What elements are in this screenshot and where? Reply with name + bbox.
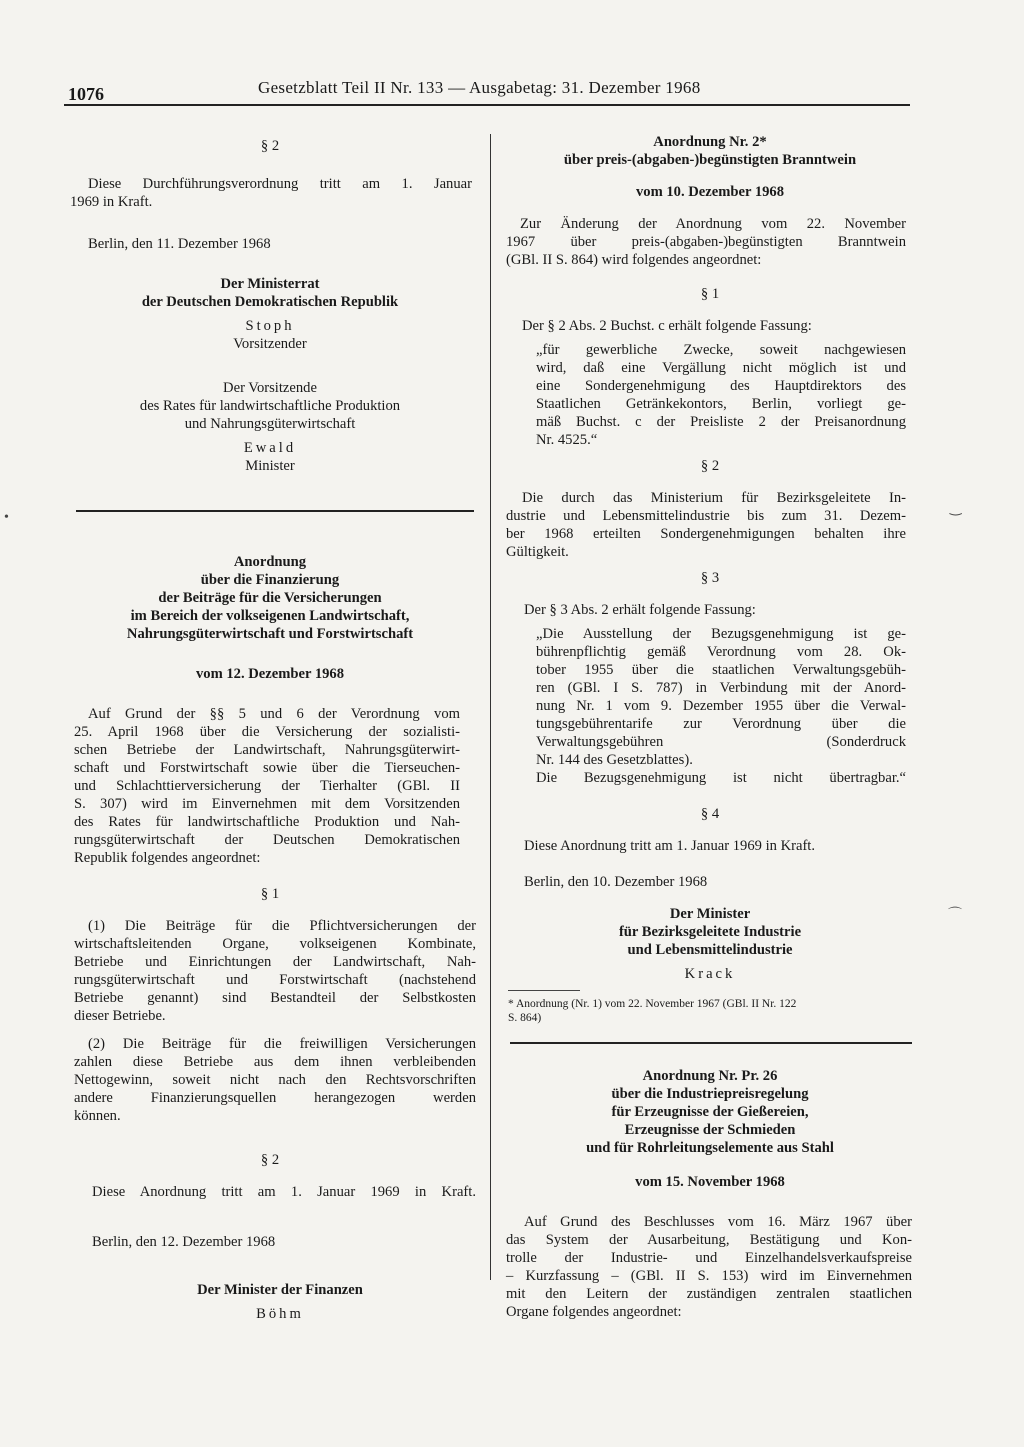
doc-title: über preis-(abgaben-)begünstigten Branntwein: [563, 152, 857, 168]
date-place: Berlin, den 11. Dezember 1968: [88, 236, 271, 252]
signer-title: Minister: [245, 458, 295, 474]
body-line: (1) Die Beiträge für die Pflichtversicherungen der: [88, 918, 476, 934]
body-line: Staatlichen Getränkekontors, Berlin, vorliegt ge-: [536, 396, 906, 412]
doc-date: vom 15. November 1968: [635, 1174, 785, 1190]
body-line: nung Nr. 1 vom 9. Dezember 1955 über die Verwal-: [536, 698, 906, 714]
body-line: mit den Leitern der zuständigen zentralen staatlichen: [506, 1286, 912, 1302]
signer-title: Der Minister der Finanzen: [197, 1282, 363, 1298]
body-line: – Kurzfassung – (GBl. II S. 153) wird im Einvernehmen: [506, 1268, 912, 1284]
date-place: Berlin, den 10. Dezember 1968: [524, 874, 708, 890]
date-place: Berlin, den 12. Dezember 1968: [92, 1234, 276, 1250]
section-heading: § 2: [700, 458, 720, 474]
body-line: ren (GBl. I S. 787) in Verbindung mit der Anord-: [536, 680, 906, 696]
signer-role: des Rates für landwirtschaftliche Produktion: [139, 398, 401, 414]
doc-title: der Beiträge für die Versicherungen: [158, 590, 382, 606]
body-line: eine Sondergenehmigung des Hauptdirektors des: [536, 378, 906, 394]
margin-mark: ‿: [950, 501, 962, 516]
section-heading: § 3: [700, 570, 720, 586]
doc-date: vom 10. Dezember 1968: [635, 184, 785, 200]
body-line: und Schlachttierversicherung der Tierhalter (GBl. II: [74, 778, 460, 794]
signer-title: für Bezirksgeleitete Industrie: [618, 924, 802, 940]
signer-role: Der Vorsitzende: [223, 380, 317, 396]
section-heading: § 4: [700, 806, 720, 822]
signer-title: und Lebensmittelindustrie: [627, 942, 793, 958]
doc-title: Anordnung Nr. Pr. 26: [642, 1068, 778, 1084]
column-divider: [490, 134, 491, 1280]
body-line: rungsgüterwirtschaft und Forstwirtschaft (nachstehend: [74, 972, 476, 988]
body-line: bührenpflichtig gemäß Verordnung vom 28. Ok-: [536, 644, 906, 660]
footnote: S. 864): [508, 1012, 542, 1024]
body-line: Auf Grund des Beschlusses vom 16. März 1967 über: [524, 1214, 912, 1230]
body-line: dieser Betriebe.: [74, 1008, 166, 1024]
body-line: Diese Anordnung tritt am 1. Januar 1969 in Kraft.: [524, 838, 816, 854]
body-line: Der § 2 Abs. 2 Buchst. c erhält folgende Fassung:: [522, 318, 812, 334]
section-heading: § 1: [260, 886, 280, 902]
section-rule: [510, 1042, 912, 1044]
body-line: Zur Änderung der Anordnung vom 22. November: [520, 216, 906, 232]
doc-title: Anordnung Nr. 2*: [653, 134, 767, 150]
body-line: „Die Ausstellung der Bezugsgenehmigung ist ge-: [536, 626, 906, 642]
body-line: Organe folgendes angeordnet:: [506, 1304, 682, 1320]
doc-title: Nahrungsgüterwirtschaft und Forstwirtschaft: [126, 626, 414, 642]
doc-title: Erzeugnisse der Schmieden: [624, 1122, 796, 1138]
section-heading: § 1: [700, 286, 720, 302]
body-line: (GBl. II S. 864) wird folgendes angeordnet:: [506, 252, 762, 268]
margin-mark: ⌒: [948, 908, 962, 923]
signer-name: Ewald: [243, 440, 297, 456]
doc-title: für Erzeugnisse der Gießereien,: [611, 1104, 809, 1120]
body-line: Nettogewinn, soweit nicht nach den Rechtsvorschriften: [74, 1072, 476, 1088]
body-line: (2) Die Beiträge für die freiwilligen Versicherungen: [88, 1036, 476, 1052]
body-line: Der § 3 Abs. 2 erhält folgende Fassung:: [524, 602, 756, 618]
body-line: Auf Grund der §§ 5 und 6 der Verordnung vom: [88, 706, 460, 722]
section-heading: § 2: [260, 1152, 280, 1168]
body-line: Diese Anordnung tritt am 1. Januar 1969 in Kraft.: [92, 1184, 476, 1200]
body-line: Nr. 4525.“: [536, 432, 598, 448]
signer-title: Vorsitzender: [233, 336, 307, 352]
body-line: wirtschaftsleitenden Organe, volkseigenen Kombinate,: [74, 936, 476, 952]
doc-title: Anordnung: [233, 554, 307, 570]
page-number: 1076: [68, 84, 104, 104]
section-rule: [76, 510, 474, 512]
footnote-rule: [508, 990, 580, 991]
doc-date: vom 12. Dezember 1968: [195, 666, 345, 682]
doc-title: im Bereich der volkseigenen Landwirtschaft,: [130, 608, 410, 624]
body-line: zahlen diese Betriebe aus dem ihnen verbleibenden: [74, 1054, 476, 1070]
signer-role: und Nahrungsgüterwirtschaft: [184, 416, 356, 432]
margin-mark: •: [4, 510, 9, 525]
body-line: Republik folgendes angeordnet:: [74, 850, 261, 866]
body-line: Betriebe genannt) sind Bestandteil der Selbstkosten: [74, 990, 476, 1006]
gazette-header: Gesetzblatt Teil II Nr. 133 — Ausgabetag: 31. Dezember 1968: [258, 78, 701, 97]
body-line: Betriebe und Einrichtungen der Landwirtschaft, Nah-: [74, 954, 476, 970]
signer-name: Krack: [684, 966, 736, 982]
body-line: rungsgüterwirtschaft der Deutschen Demokratischen: [74, 832, 460, 848]
body-line: des Rates für landwirtschaftliche Produktion und Nah-: [74, 814, 460, 830]
body-line: Gültigkeit.: [506, 544, 569, 560]
body-line: Die Bezugsgenehmigung ist nicht übertragbar.“: [536, 770, 906, 786]
body-line: S. 307) wird im Einvernehmen mit dem Vorsitzenden: [74, 796, 460, 812]
signer-org: der Deutschen Demokratischen Republik: [141, 294, 399, 310]
body-line: Diese Durchführungsverordnung tritt am 1. Januar: [88, 176, 472, 192]
body-line: 1969 in Kraft.: [70, 194, 153, 210]
body-line: können.: [74, 1108, 121, 1124]
body-line: 25. April 1968 über die Versicherung der sozialisti-: [74, 724, 460, 740]
body-line: mäß Buchst. c der Preisliste 2 der Preisanordnung: [536, 414, 906, 430]
doc-title: und für Rohrleitungselemente aus Stahl: [586, 1140, 834, 1156]
section-heading: § 2: [260, 138, 280, 154]
doc-title: über die Finanzierung: [200, 572, 340, 588]
body-line: ber 1968 erteilten Sondergenehmigungen behalten ihre: [506, 526, 906, 542]
body-line: Nr. 144 des Gesetzblattes).: [536, 752, 693, 768]
signer-title: Der Minister: [669, 906, 751, 922]
body-line: tungsgebührentarife zur Verordnung über die: [536, 716, 906, 732]
body-line: Die durch das Ministerium für Bezirksgeleitete In-: [522, 490, 906, 506]
body-line: trolle der Industrie- und Einzelhandelsverkaufspreise: [506, 1250, 912, 1266]
doc-title: über die Industriepreisregelung: [611, 1086, 809, 1102]
body-line: tober 1955 über die staatlichen Verwaltungsgebüh-: [536, 662, 906, 678]
body-line: Verwaltungsgebühren (Sonderdruck: [536, 734, 906, 750]
body-line: das System der Ausarbeitung, Bestätigung und Kon-: [506, 1232, 912, 1248]
signer-name: Böhm: [256, 1306, 304, 1322]
body-line: 1967 über preis-(abgaben-)begünstigten Branntwein: [506, 234, 906, 250]
body-line: andere Finanzierungsquellen herangezogen werden: [74, 1090, 476, 1106]
body-line: schen Betriebe der Landwirtschaft, Nahrungsgüterwirt-: [74, 742, 460, 758]
signer-org: Der Ministerrat: [220, 276, 320, 292]
footnote: * Anordnung (Nr. 1) vom 22. November 1967 (GBl. II Nr. 122: [508, 998, 797, 1010]
body-line: schaft und Forstwirtschaft sowie über die Tierseuchen-: [74, 760, 460, 776]
body-line: „für gewerbliche Zwecke, soweit nachgewiesen: [536, 342, 906, 358]
body-line: dustrie und Lebensmittelindustrie bis zum 31. Dezem-: [506, 508, 906, 524]
body-line: wird, daß eine Vergällung nicht möglich ist und: [536, 360, 906, 376]
header-rule: [64, 104, 910, 106]
signer-name: Stoph: [245, 318, 295, 334]
